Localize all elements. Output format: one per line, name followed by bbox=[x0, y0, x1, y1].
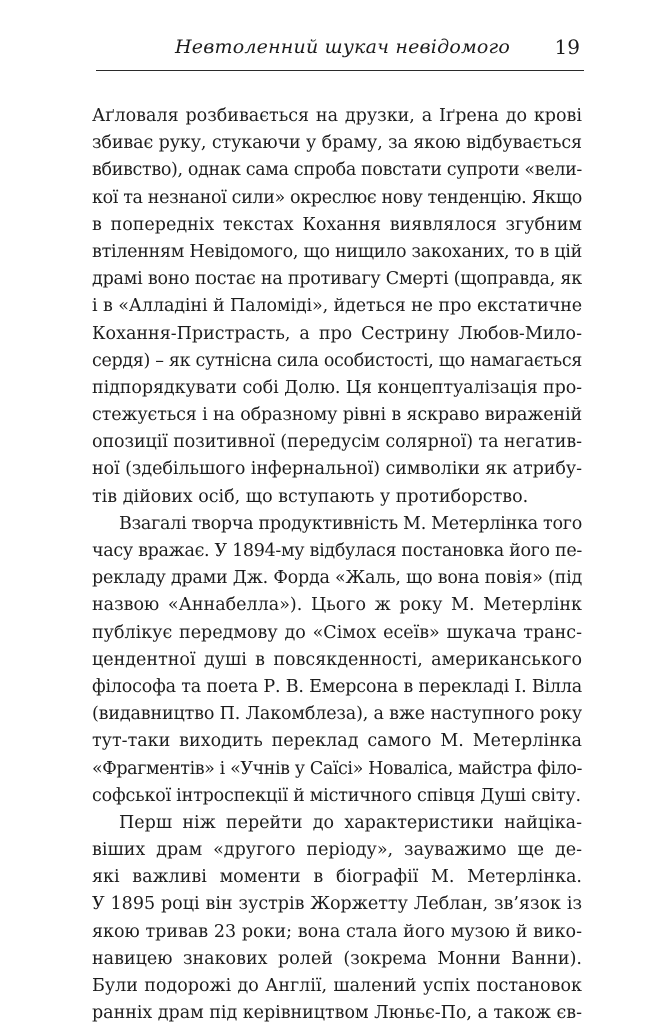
paragraph-2 bbox=[92, 511, 582, 810]
text-line: Аґловаля розбивається на друзки, а Іґрена до крові bbox=[92, 106, 582, 126]
text-line: рекладу драми Дж. Форда «Жаль, що вона повія» (під bbox=[92, 568, 582, 589]
text-line: (видавництво П. Лакомблеза), а вже наступного року bbox=[92, 704, 582, 725]
text-line: драмі воно постає на противагу Смерті (щоправда, як bbox=[92, 269, 582, 290]
text-line: філософа та поета Р. В. Емерсона в перекладі І. Вілла bbox=[92, 676, 582, 697]
text-line: назвою «Аннабелла»). Цього ж року М. Метерлінк bbox=[92, 595, 582, 616]
paragraph-1 bbox=[92, 103, 582, 511]
text-line: втіленням Невідомого, що нищило закоханих, то в цій bbox=[92, 241, 582, 262]
text-line: кої та незнаної сили» окреслює нову тенденцію. Якщо bbox=[92, 187, 582, 208]
text-line: «Фрагментів» і «Учнів у Саїсі» Новаліса, майстра філо- bbox=[92, 758, 582, 779]
text-line: і в «Алладіні й Паломіді», йдеться не про екстатичне bbox=[92, 296, 582, 317]
text-line: які важливі моменти в біографії М. Метерлінка. bbox=[92, 867, 582, 888]
text-line: Взагалі творча продуктивність М. Метерлінка того bbox=[119, 513, 582, 534]
text-line: стежується і на образному рівні в яскраво вираженій bbox=[92, 405, 582, 426]
text-line: підпорядкувати собі Долю. Ця концептуалізація про- bbox=[92, 377, 582, 398]
text-line: сердя) – як сутнісна сила особистості, що намагається bbox=[92, 350, 582, 371]
text-line: ранніх драм під керівництвом Люньє-По, а також єв- bbox=[92, 1003, 582, 1024]
text-line: часу вражає. У 1894-му відбулася постановка його пе- bbox=[92, 541, 582, 561]
text-line: Кохання-Пристрасть, а про Сестрину Любов-Мило- bbox=[92, 323, 582, 344]
text-line: цендентної душі в повсякденності, американського bbox=[92, 649, 582, 670]
text-line: Перш ніж перейти до характеристики найціка- bbox=[119, 812, 582, 833]
body-text bbox=[92, 103, 582, 1027]
text-line: навицею знакових ролей (зокрема Монни Ванни). bbox=[92, 948, 582, 969]
text-line: тів дійових осіб, що вступають у протиборство. bbox=[92, 486, 529, 507]
text-line: ної (здебільшого інфернальної) символіки як атрибу- bbox=[92, 459, 582, 480]
paragraph-3 bbox=[92, 810, 582, 1027]
text-line: публікує передмову до «Сімох есеїв» шукача транс- bbox=[92, 622, 582, 643]
text-line: збиває руку, стукаючи у браму, за якою відбувається bbox=[92, 133, 582, 154]
page-number: 19 bbox=[554, 35, 580, 59]
text-line: тут-таки виходить переклад самого М. Метерлінка bbox=[92, 731, 582, 752]
text-line: Були подорожі до Англії, шалений успіх постановок bbox=[92, 976, 582, 996]
text-line: якою тривав 23 роки; вона стала його музою й вико- bbox=[92, 921, 582, 942]
text-line: софської інтроспекції й містичного співця Душі світу. bbox=[92, 785, 581, 806]
text-line: віших драм «другого періоду», зауважимо ще де- bbox=[92, 840, 582, 861]
running-header bbox=[96, 34, 584, 71]
text-line: вбивство), однак сама спроба повстати супроти «вели- bbox=[92, 160, 582, 181]
text-line: У 1895 році він зустрів Жоржетту Леблан, зв’язок із bbox=[92, 894, 582, 915]
text-line: в попередніх текстах Кохання виявлялося згубним bbox=[92, 214, 582, 235]
text-line: опозиції позитивної (передусім солярної) та негатив- bbox=[92, 432, 582, 453]
running-title: Невтоленний шукач невідомого bbox=[175, 36, 510, 58]
